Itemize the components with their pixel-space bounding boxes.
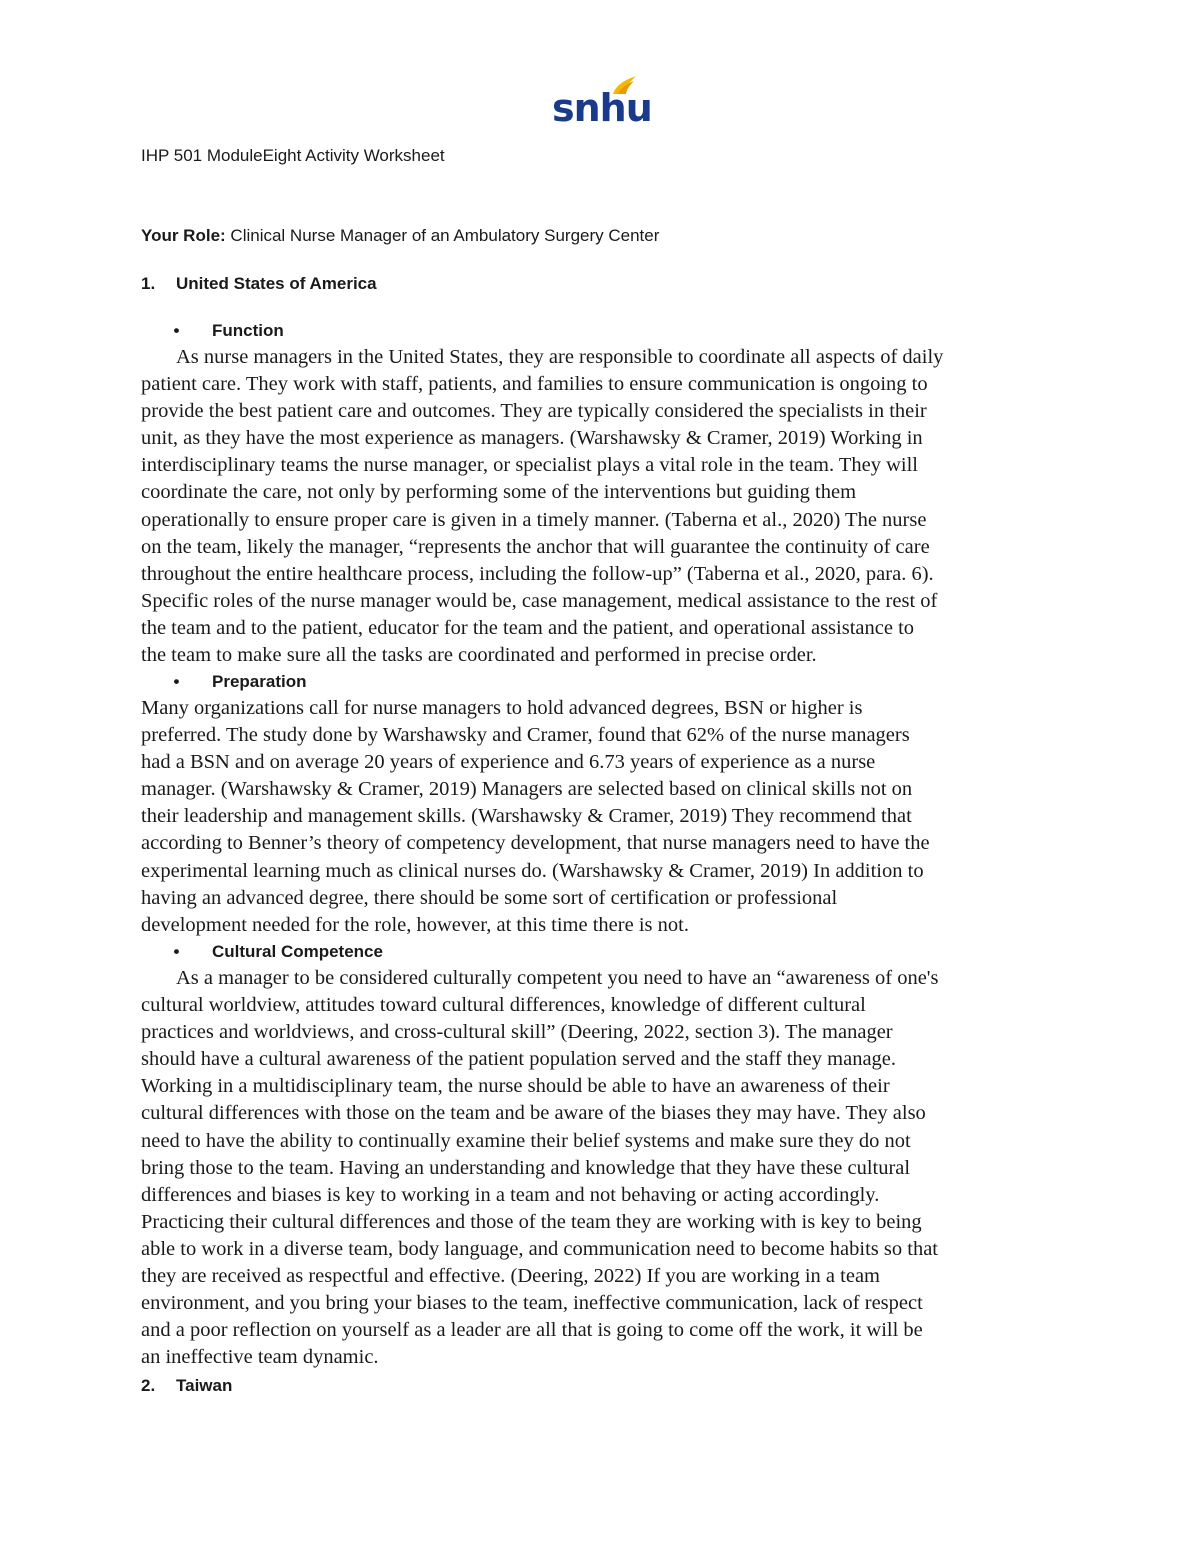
text-line: environment, and you bring your biases to the team, ineffective communication, lack of respect: [141, 1292, 923, 1315]
role-label: Your Role:: [141, 226, 226, 245]
text-line: according to Benner’s theory of competency development, that nurse managers need to have the: [141, 832, 930, 855]
bullet-icon: •: [173, 942, 180, 961]
section-heading-2: [141, 1376, 232, 1396]
text-line: operationally to ensure proper care is given in a timely manner. (Taberna et al., 2020) The nurse: [141, 508, 927, 531]
section-title: Taiwan: [176, 1376, 233, 1395]
text-line: manager. (Warshawsky & Cramer, 2019) Managers are selected based on clinical skills not on: [141, 778, 913, 801]
logo-text: snhu: [552, 86, 652, 130]
section-number: 2.: [141, 1376, 156, 1395]
bullet-icon: •: [173, 672, 180, 691]
section-title: United States of America: [176, 274, 377, 293]
subsection-heading-cultural-competence: [141, 942, 383, 962]
text-line: Specific roles of the nurse manager would be, case management, medical assistance to the rest of: [141, 589, 938, 612]
text-line: coordinate the care, not only by performing some of the interventions but guiding them: [141, 481, 857, 504]
subsection-heading-preparation: [141, 672, 306, 692]
text-line: their leadership and management skills. (Warshawsky & Cramer, 2019) They recommend that: [141, 805, 912, 828]
role-value: Clinical Nurse Manager of an Ambulatory Surgery Center: [225, 226, 660, 245]
subsection-label: Function: [212, 321, 284, 340]
text-line: the team and to the patient, educator for the team and the patient, and operational assistance to: [141, 616, 915, 639]
text-line: patient care. They work with staff, patients, and families to ensure communication is ongoing to: [141, 373, 928, 396]
text-line: they are received as respectful and effective. (Deering, 2022) If you are working in a team: [141, 1265, 880, 1288]
text-line: Working in a multidisciplinary team, the nurse should be able to have an awareness of their: [141, 1075, 890, 1098]
bullet-icon: •: [173, 321, 180, 340]
document-title: IHP 501 ModuleEight Activity Worksheet: [141, 146, 445, 165]
text-line: an ineffective team dynamic.: [141, 1346, 379, 1369]
text-line: should have a cultural awareness of the patient population served and the staff they manage.: [141, 1048, 897, 1071]
subsection-label: Preparation: [212, 672, 307, 691]
text-line: need to have the ability to continually examine their belief systems and make sure they do not: [141, 1129, 911, 1152]
paragraph-cultural-competence: [141, 965, 1061, 1371]
text-line: able to work in a diverse team, body language, and communication need to become habits so that: [141, 1237, 938, 1260]
text-line: throughout the entire healthcare process, including the follow-up” (Taberna et al., 2020, para. 6).: [141, 562, 934, 585]
text-line: differences and biases is key to working in a team and not behaving or acting accordingly.: [141, 1183, 880, 1206]
section-number: 1.: [141, 274, 156, 293]
paragraph-preparation: [141, 695, 1061, 939]
text-line: preferred. The study done by Warshawsky and Cramer, found that 62% of the nurse managers: [141, 724, 910, 747]
text-line: having an advanced degree, there should be some sort of certification or professional: [141, 886, 838, 909]
text-line: cultural worldview, attitudes toward cultural differences, knowledge of different cultural: [141, 994, 866, 1017]
text-line: had a BSN and on average 20 years of experience and 6.73 years of experience as a nurse: [141, 751, 876, 774]
text-line: As a manager to be considered culturally competent you need to have an “awareness of one's: [176, 967, 939, 989]
text-line: Practicing their cultural differences and those of the team they are working with is key to being: [141, 1210, 922, 1233]
text-line: the team to make sure all the tasks are coordinated and performed in precise order.: [141, 644, 817, 667]
role-line: [141, 226, 659, 246]
text-line: development needed for the role, however, at this time there is not.: [141, 913, 689, 936]
text-line: experimental learning much as clinical nurses do. (Warshawsky & Cramer, 2019) In addition to: [141, 859, 924, 882]
text-line: As nurse managers in the United States, they are responsible to coordinate all aspects of daily: [176, 346, 944, 368]
section-heading-1: [141, 274, 377, 294]
text-line: on the team, likely the manager, “represents the anchor that will guarantee the continuity of care: [141, 535, 930, 558]
text-line: and a poor reflection on yourself as a leader are all that is going to come off the work, it will be: [141, 1319, 923, 1342]
text-line: practices and worldviews, and cross-cultural skill” (Deering, 2022, section 3). The manager: [141, 1021, 893, 1044]
text-line: provide the best patient care and outcomes. They are typically considered the specialists in their: [141, 400, 927, 423]
text-line: unit, as they have the most experience as managers. (Warshawsky & Cramer, 2019) Working in: [141, 427, 923, 450]
text-line: cultural differences with those on the team and be aware of the biases they may have. They also: [141, 1102, 926, 1125]
subsection-heading-function: [141, 321, 284, 341]
paragraph-function: [141, 344, 1061, 669]
text-line: bring those to the team. Having an understanding and knowledge that they have these cultural: [141, 1156, 911, 1179]
text-line: interdisciplinary teams the nurse manager, or specialist plays a vital role in the team. They will: [141, 454, 918, 477]
text-line: Many organizations call for nurse managers to hold advanced degrees, BSN or higher is: [141, 697, 863, 719]
snhu-logo: [552, 74, 652, 134]
subsection-label: Cultural Competence: [212, 942, 383, 961]
